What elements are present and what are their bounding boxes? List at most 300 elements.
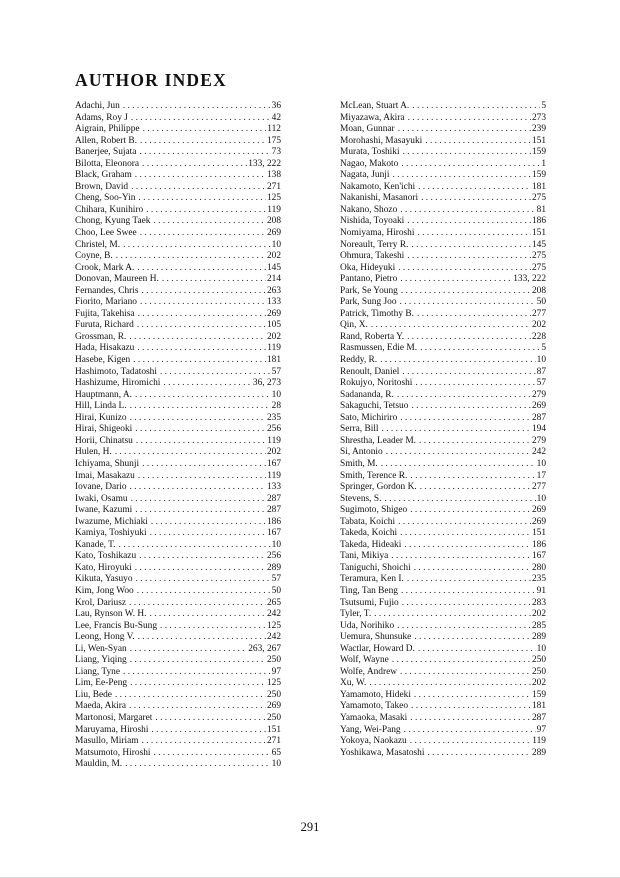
author-name: Aigrain, Philippe bbox=[75, 124, 140, 135]
index-entry bbox=[75, 286, 281, 298]
index-entry bbox=[340, 228, 546, 240]
index-entry bbox=[75, 355, 281, 367]
page-reference: 133 bbox=[266, 297, 281, 308]
index-entry bbox=[75, 517, 281, 529]
index-entry bbox=[340, 609, 546, 621]
page-reference: 269 bbox=[531, 505, 546, 516]
page-reference: 145 bbox=[531, 239, 546, 250]
index-entry bbox=[340, 482, 546, 494]
index-entry bbox=[75, 170, 281, 182]
page-reference: 119 bbox=[267, 435, 281, 446]
author-name: Hill, Linda L. bbox=[75, 401, 127, 412]
author-name: Nakanishi, Masanori bbox=[340, 193, 419, 204]
author-name: Qin, X. bbox=[340, 320, 368, 331]
author-name: Masullo, Miriam bbox=[75, 736, 139, 747]
index-entry bbox=[340, 147, 546, 159]
page-reference: 151 bbox=[531, 528, 546, 539]
index-entry bbox=[340, 286, 546, 298]
dot-leader bbox=[146, 205, 266, 217]
page-reference: 167 bbox=[266, 458, 281, 469]
dot-leader bbox=[130, 655, 266, 667]
dot-leader bbox=[420, 343, 540, 355]
page-reference: 277 bbox=[531, 482, 546, 493]
page-reference: 256 bbox=[266, 551, 281, 562]
index-entry bbox=[75, 551, 281, 563]
author-name: Patrick, Timothy B. bbox=[340, 308, 414, 319]
author-name: Allen, Robert B. bbox=[75, 135, 137, 146]
page-reference: 186 bbox=[531, 216, 546, 227]
author-name: Oka, Hideyuki bbox=[340, 262, 396, 273]
dot-leader bbox=[398, 517, 531, 529]
index-entry bbox=[75, 390, 281, 402]
index-entry bbox=[75, 759, 281, 771]
page-reference: 269 bbox=[531, 516, 546, 527]
page-reference: 263 bbox=[266, 285, 281, 296]
dot-leader bbox=[401, 159, 540, 171]
page-reference: 145 bbox=[266, 262, 281, 273]
dot-leader bbox=[115, 447, 266, 459]
dot-leader bbox=[397, 390, 531, 402]
index-entry bbox=[340, 598, 546, 610]
dot-leader bbox=[384, 494, 535, 506]
page-reference: 265 bbox=[266, 597, 281, 608]
page-reference: 105 bbox=[266, 320, 281, 331]
index-entry bbox=[340, 332, 546, 344]
index-entry bbox=[340, 101, 546, 113]
author-name: Nakamoto, Ken'ichi bbox=[340, 181, 416, 192]
index-entry bbox=[75, 367, 281, 379]
index-entry bbox=[75, 240, 281, 252]
index-entry bbox=[75, 655, 281, 667]
author-name: Hashimoto, Tadatoshi bbox=[75, 366, 157, 377]
index-entry bbox=[340, 748, 546, 760]
index-entry bbox=[340, 667, 546, 679]
page-reference: 269 bbox=[266, 701, 281, 712]
dot-leader bbox=[135, 424, 266, 436]
author-name: Hulen, H. bbox=[75, 447, 112, 458]
index-entry bbox=[75, 632, 281, 644]
author-name: Maeda, Akira bbox=[75, 701, 127, 712]
index-entry bbox=[75, 332, 281, 344]
index-entry bbox=[340, 644, 546, 656]
index-entry bbox=[340, 494, 546, 506]
page-reference: 275 bbox=[531, 193, 546, 204]
page-reference: 133, 222 bbox=[248, 158, 281, 169]
index-entry bbox=[340, 309, 546, 321]
author-name: Nomiyama, Hiroshi bbox=[340, 228, 415, 239]
index-entry bbox=[340, 517, 546, 529]
author-name: Yokoya, Naokazu bbox=[340, 736, 407, 747]
dot-leader bbox=[129, 701, 266, 713]
author-name: Sato, Michiriro bbox=[340, 412, 398, 423]
dot-leader bbox=[119, 540, 271, 552]
dot-leader bbox=[404, 540, 531, 552]
dot-leader bbox=[407, 332, 531, 344]
dot-leader bbox=[125, 759, 270, 771]
dot-leader bbox=[400, 528, 531, 540]
author-name: Xu, W. bbox=[340, 678, 367, 689]
page-reference: 36 bbox=[271, 101, 281, 111]
author-name: Smith, M. bbox=[340, 458, 378, 469]
dot-leader bbox=[123, 240, 271, 252]
dot-leader bbox=[154, 748, 271, 760]
page-reference: 1 bbox=[541, 158, 546, 169]
page-reference: 125 bbox=[266, 620, 281, 631]
dot-leader bbox=[398, 263, 531, 275]
index-entry bbox=[75, 598, 281, 610]
dot-leader bbox=[135, 170, 266, 182]
author-name: Hirai, Kunizo bbox=[75, 412, 127, 423]
dot-leader bbox=[123, 101, 271, 113]
author-name: Hada, Hisakazu bbox=[75, 343, 135, 354]
author-name: Sugimoto, Shigeo bbox=[340, 505, 408, 516]
index-entry bbox=[75, 343, 281, 355]
index-entry bbox=[340, 274, 546, 286]
dot-leader bbox=[142, 159, 247, 171]
index-entry bbox=[75, 297, 281, 309]
dot-leader bbox=[137, 343, 266, 355]
author-name: Kikuta, Yasuyo bbox=[75, 574, 133, 585]
page-reference: 151 bbox=[531, 135, 546, 146]
author-name: Grossman, R. bbox=[75, 331, 127, 342]
dot-leader bbox=[420, 482, 531, 494]
page-reference: 263, 267 bbox=[248, 643, 281, 654]
page-reference: 97 bbox=[271, 666, 281, 677]
author-name: Krol, Dariusz bbox=[75, 597, 127, 608]
index-entry bbox=[75, 540, 281, 552]
dot-leader bbox=[130, 678, 266, 690]
index-entry bbox=[75, 701, 281, 713]
page-reference: 159 bbox=[531, 689, 546, 700]
page-reference: 167 bbox=[266, 528, 281, 539]
author-name: Hirai, Shigeoki bbox=[75, 424, 133, 435]
author-name: Hasebe, Kigen bbox=[75, 355, 131, 366]
index-entry bbox=[340, 655, 546, 667]
page-reference: 273 bbox=[531, 112, 546, 123]
author-name: Uemura, Shunsuke bbox=[340, 632, 412, 643]
author-name: Furuta, Richard bbox=[75, 320, 134, 331]
index-entry bbox=[75, 320, 281, 332]
dot-leader bbox=[400, 413, 531, 425]
index-entry bbox=[75, 309, 281, 321]
dot-leader bbox=[414, 632, 531, 644]
page-reference: 287 bbox=[531, 712, 546, 723]
author-name: Nishida, Toyoaki bbox=[340, 216, 405, 227]
dot-leader bbox=[382, 424, 531, 436]
index-entry bbox=[340, 205, 546, 217]
page-reference: 181 bbox=[531, 181, 546, 192]
author-name: Kim, Jong Woo bbox=[75, 585, 134, 596]
index-entry bbox=[340, 471, 546, 483]
page-reference: 10 bbox=[536, 355, 546, 366]
page-reference: 57 bbox=[271, 366, 281, 377]
author-name: Takeda, Koichi bbox=[340, 528, 398, 539]
page-reference: 5 bbox=[541, 101, 546, 111]
index-entry bbox=[75, 401, 281, 413]
page-reference: 97 bbox=[536, 724, 546, 735]
author-name: Shrestha, Leader M. bbox=[340, 435, 417, 446]
dot-leader bbox=[401, 286, 531, 298]
page-reference: 242 bbox=[266, 609, 281, 620]
index-entry bbox=[340, 390, 546, 402]
author-name: Taniguchi, Shoichi bbox=[340, 562, 411, 573]
page-reference: 91 bbox=[536, 585, 546, 596]
author-name: Martonosi, Margaret bbox=[75, 712, 153, 723]
index-entry bbox=[75, 124, 281, 136]
dot-leader bbox=[425, 136, 531, 148]
dot-leader bbox=[400, 297, 536, 309]
dot-leader bbox=[138, 471, 266, 483]
dot-leader bbox=[391, 551, 531, 563]
author-name: Donovan, Maureen H. bbox=[75, 274, 159, 285]
index-entry bbox=[340, 263, 546, 275]
page-reference: 256 bbox=[266, 424, 281, 435]
author-name: Park, Sung Joo bbox=[340, 297, 397, 308]
index-entry bbox=[340, 586, 546, 598]
dot-leader bbox=[116, 251, 266, 263]
author-name: Takeda, Hideaki bbox=[340, 539, 402, 550]
dot-leader bbox=[407, 574, 531, 586]
index-entry bbox=[340, 413, 546, 425]
index-entry bbox=[340, 505, 546, 517]
dot-leader bbox=[417, 309, 531, 321]
author-name: Morohashi, Masayuki bbox=[340, 135, 423, 146]
page-reference: 10 bbox=[271, 759, 281, 770]
index-entry bbox=[340, 690, 546, 702]
author-name: Fernandes, Chris bbox=[75, 285, 139, 296]
page-reference: 181 bbox=[266, 355, 281, 366]
page-reference: 186 bbox=[531, 539, 546, 550]
author-name: Ting, Tan Beng bbox=[340, 585, 398, 596]
index-entry bbox=[340, 540, 546, 552]
page-reference: 57 bbox=[271, 574, 281, 585]
page-reference: 17 bbox=[536, 470, 546, 481]
index-entry bbox=[340, 343, 546, 355]
page-number: 291 bbox=[300, 820, 320, 834]
index-entry bbox=[340, 632, 546, 644]
page-reference: 289 bbox=[531, 747, 546, 758]
index-entry bbox=[75, 528, 281, 540]
index-entry bbox=[340, 216, 546, 228]
author-name: Fiorito, Mariano bbox=[75, 297, 137, 308]
index-entry bbox=[75, 378, 281, 390]
page-reference: 181 bbox=[531, 701, 546, 712]
index-entry bbox=[340, 159, 546, 171]
page-reference: 279 bbox=[531, 435, 546, 446]
page-reference: 277 bbox=[531, 308, 546, 319]
index-entry bbox=[75, 274, 281, 286]
index-entry bbox=[340, 424, 546, 436]
dot-leader bbox=[410, 713, 531, 725]
author-name: Sakaguchi, Tetsuo bbox=[340, 401, 409, 412]
page-reference: 119 bbox=[267, 204, 281, 215]
dot-leader bbox=[162, 274, 266, 286]
page-reference: 242 bbox=[531, 447, 546, 458]
dot-leader bbox=[138, 309, 266, 321]
page-reference: 202 bbox=[266, 251, 281, 262]
dot-leader bbox=[139, 147, 270, 159]
page-reference: 36, 273 bbox=[252, 378, 281, 389]
dot-leader bbox=[419, 436, 531, 448]
index-entry bbox=[340, 136, 546, 148]
author-name: Li, Wen-Syan bbox=[75, 643, 127, 654]
index-entry bbox=[75, 505, 281, 517]
index-entry bbox=[340, 320, 546, 332]
author-name: Chihara, Kunihiro bbox=[75, 204, 144, 215]
author-name: Lim, Ee-Peng bbox=[75, 678, 128, 689]
page-reference: 202 bbox=[531, 320, 546, 331]
index-entry bbox=[75, 228, 281, 240]
dot-leader bbox=[135, 390, 271, 402]
author-name: Yamaoka, Masaki bbox=[340, 712, 408, 723]
author-name: Nagata, Junji bbox=[340, 170, 390, 181]
page-reference: 42 bbox=[271, 112, 281, 123]
dot-leader bbox=[380, 355, 535, 367]
index-entry bbox=[340, 621, 546, 633]
page-reference: 133 bbox=[266, 482, 281, 493]
index-entry bbox=[75, 413, 281, 425]
dot-leader bbox=[150, 609, 266, 621]
dot-leader bbox=[115, 690, 266, 702]
index-entry bbox=[340, 297, 546, 309]
index-entry bbox=[75, 690, 281, 702]
page-reference: 289 bbox=[531, 632, 546, 643]
author-name: Crook, Mark A. bbox=[75, 262, 135, 273]
dot-leader bbox=[400, 205, 535, 217]
dot-leader bbox=[160, 621, 266, 633]
index-entry bbox=[75, 482, 281, 494]
dot-leader bbox=[133, 355, 266, 367]
index-entry bbox=[75, 678, 281, 690]
page-reference: 250 bbox=[266, 689, 281, 700]
page-reference: 87 bbox=[536, 366, 546, 377]
author-name: Coyne, B. bbox=[75, 251, 113, 262]
dot-leader bbox=[398, 124, 531, 136]
author-name: Reddy, R. bbox=[340, 355, 378, 366]
index-entry bbox=[75, 205, 281, 217]
index-entry bbox=[75, 136, 281, 148]
index-entry bbox=[75, 193, 281, 205]
author-name: Stevens, S. bbox=[340, 493, 382, 504]
author-name: Lee, Francis Bu-Sung bbox=[75, 620, 158, 631]
page-reference: 175 bbox=[266, 135, 281, 146]
author-name: Christel, M. bbox=[75, 239, 121, 250]
page-reference: 10 bbox=[536, 458, 546, 469]
author-name: Leong, Hong V. bbox=[75, 632, 135, 643]
index-entry bbox=[340, 528, 546, 540]
author-name: Yamamoto, Hideki bbox=[340, 689, 411, 700]
dot-leader bbox=[403, 147, 531, 159]
author-name: Iwane, Kazumi bbox=[75, 505, 133, 516]
index-entry bbox=[75, 459, 281, 471]
page-reference: 228 bbox=[531, 331, 546, 342]
index-entry bbox=[340, 736, 546, 748]
page-reference: 57 bbox=[536, 378, 546, 389]
author-name: Banerjee, Sujata bbox=[75, 147, 137, 158]
author-name: Maruyama, Hiroshi bbox=[75, 724, 149, 735]
page-reference: 10 bbox=[271, 389, 281, 400]
author-name: Ichiyama, Shunji bbox=[75, 458, 140, 469]
author-name: Fujita, Takehisa bbox=[75, 308, 135, 319]
index-entry bbox=[340, 124, 546, 136]
author-name: Miyazawa, Akira bbox=[340, 112, 405, 123]
index-entry bbox=[75, 621, 281, 633]
page-reference: 151 bbox=[531, 228, 546, 239]
author-name: Liang, Yiqing bbox=[75, 655, 127, 666]
author-name: Springer, Gordon K. bbox=[340, 482, 417, 493]
page-reference: 235 bbox=[266, 412, 281, 423]
page-reference: 250 bbox=[266, 655, 281, 666]
dot-leader bbox=[137, 263, 266, 275]
author-name: Kato, Toshikazu bbox=[75, 551, 137, 562]
index-entry bbox=[340, 251, 546, 263]
dot-leader bbox=[410, 505, 531, 517]
author-name: Lau, Rynson W. H. bbox=[75, 609, 147, 620]
page-reference: 133, 222 bbox=[513, 274, 546, 285]
page-reference: 167 bbox=[531, 551, 546, 562]
index-entry bbox=[340, 447, 546, 459]
dot-leader bbox=[374, 609, 531, 621]
index-entry bbox=[75, 586, 281, 598]
page-reference: 279 bbox=[531, 389, 546, 400]
dot-leader bbox=[400, 667, 531, 679]
index-entry bbox=[340, 551, 546, 563]
author-name: Teramura, Ken I. bbox=[340, 574, 404, 585]
dot-leader bbox=[163, 378, 251, 390]
page-reference: 275 bbox=[531, 262, 546, 273]
dot-leader bbox=[136, 436, 266, 448]
index-entry bbox=[75, 251, 281, 263]
dot-leader bbox=[417, 228, 530, 240]
author-name: Renoult, Daniel bbox=[340, 366, 400, 377]
dot-leader bbox=[129, 598, 266, 610]
page-reference: 269 bbox=[266, 228, 281, 239]
author-name: Park, Se Young bbox=[340, 285, 398, 296]
dot-leader bbox=[408, 113, 531, 125]
index-entry bbox=[75, 609, 281, 621]
author-name: Ohmura, Takeshi bbox=[340, 251, 405, 262]
dot-leader bbox=[369, 678, 531, 690]
dot-leader bbox=[130, 644, 248, 656]
author-name: Rasmussen, Edie M. bbox=[340, 343, 418, 354]
index-entry bbox=[75, 667, 281, 679]
author-name: Brown, David bbox=[75, 181, 129, 192]
index-entry bbox=[340, 563, 546, 575]
index-entry bbox=[75, 713, 281, 725]
index-entry bbox=[340, 170, 546, 182]
index-entry bbox=[75, 725, 281, 737]
author-name: Yamamoto, Takeo bbox=[340, 701, 409, 712]
dot-leader bbox=[414, 563, 531, 575]
dot-leader bbox=[421, 193, 531, 205]
index-entry bbox=[75, 471, 281, 483]
dot-leader bbox=[139, 551, 266, 563]
index-entry bbox=[75, 182, 281, 194]
dot-leader bbox=[155, 713, 266, 725]
dot-leader bbox=[135, 563, 266, 575]
page-reference: 208 bbox=[531, 285, 546, 296]
dot-leader bbox=[386, 447, 531, 459]
author-name: Tyler, T. bbox=[340, 609, 372, 620]
author-name: Adams, Roy J bbox=[75, 112, 128, 123]
author-name: Rokujyo, Noritoshi bbox=[340, 378, 413, 389]
page-reference: 125 bbox=[266, 678, 281, 689]
index-entry bbox=[75, 748, 281, 760]
index-entry bbox=[340, 367, 546, 379]
dot-leader bbox=[400, 274, 512, 286]
dot-leader bbox=[130, 401, 271, 413]
dot-leader bbox=[401, 586, 536, 598]
